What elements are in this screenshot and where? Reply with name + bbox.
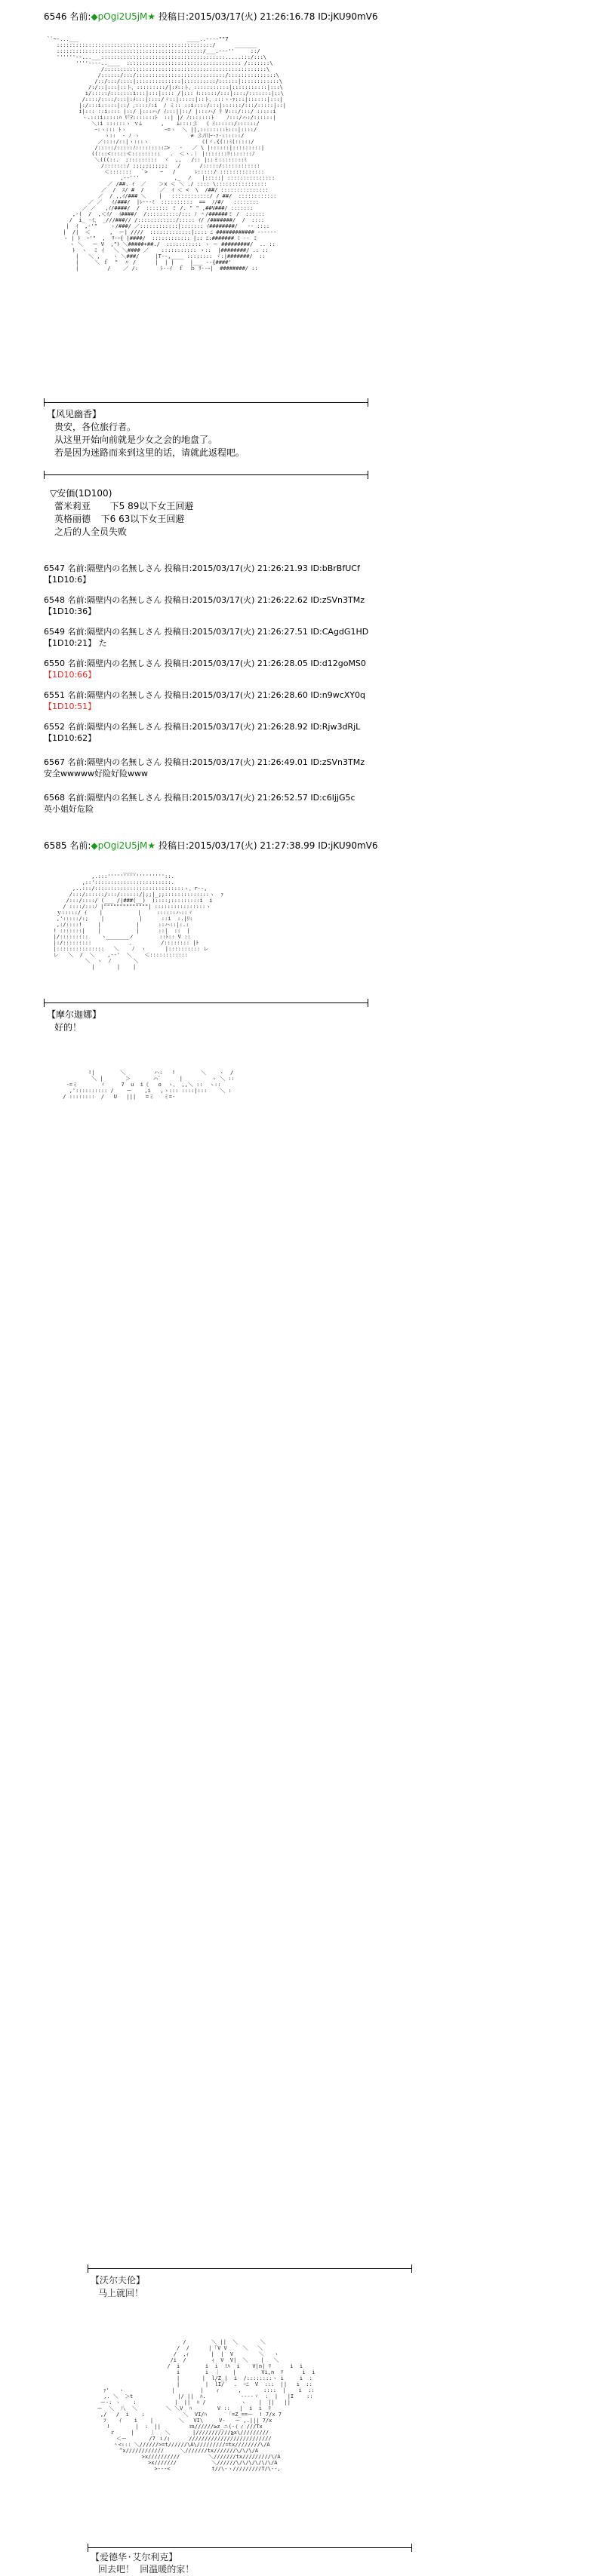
post-header-6551 (44, 689, 365, 701)
section-divider (44, 474, 368, 475)
dice-roll: 【1D10:62】 (44, 733, 97, 743)
section-divider (44, 1002, 368, 1003)
post-number: 6552 (44, 722, 65, 732)
dialogue-line: 好的！ (54, 1022, 82, 1033)
post-header-6585 (44, 840, 378, 852)
post-date: 2015/03/17(火) 21:26:28.05 (192, 659, 308, 668)
name-label: 名前: (67, 793, 88, 803)
roll-name: 英格丽德 (54, 514, 91, 524)
dialogue-line: 马上就回！ (98, 2288, 144, 2298)
star-icon: ★ (147, 11, 156, 22)
roll-condition: 下6 63以下女王回避 (100, 514, 185, 524)
post-date: 2015/03/17(火) 21:27:38.99 (189, 840, 316, 851)
author-name: 隔壁内の名無しさん (87, 563, 162, 573)
comment: 英小姐好危险 (44, 804, 94, 814)
date-label: 投稿日: (159, 840, 189, 851)
dialogue-line: 回去吧！ 回温暖的家！ (98, 2564, 195, 2574)
post-id[interactable]: ID:n9wcXY0q (310, 690, 365, 700)
post-number: 6568 (44, 793, 65, 803)
date-label: 投稿日: (159, 11, 189, 22)
post-id[interactable]: ID:zSVn3TMz (310, 595, 365, 605)
post-date: 2015/03/17(火) 21:26:27.51 (192, 627, 308, 637)
post-header-6548 (44, 594, 365, 606)
author-name: 隔壁内の名無しさん (87, 659, 162, 668)
roll-name: 蕾米莉亚 (54, 501, 91, 511)
section-divider (88, 2268, 412, 2269)
ascii-art-yuuka: ``~-...___ ____..----""7 :::::::::::::::::::::::::::::::::::::::::::::::::/ _______ ::::::::::::::::::::::::::::::::::::::::::::::/___.---'' ::/ ''''''--...___:::::::::::::::::::::::::::::::::::::::.....:::/:::\ ''''----..____ :::::::::::::::::::::::::::::::::::: /:::::::\ /:::::::::::::::::::::::::::::::::::::::::::::::::::\ /::::::/:::/::::::::::::::::::::::::::::/:::::::::::::::\ /::/:::/::::|::::::::::::::|::::::::::/::::::|::::::::::::\ /:/::|:::|::ト、:::::::::/|:ﾒ::ト、:::::::::::|:::::::::::|:::\ i/:::::/:::::::i:::|:::|:::: /|::: ⅰ::::::/:::|::::/:::::::|::\ /::::/::::/:::|:ﾒ:::|::::/ヾ::|:::::|::ト、:::ゝ-ｧ:::|::::::|:::| |:/:::i:::::|::/ ｡::::ﾉ:i ﾉ ミ:: ::i::::/:::|::::::/:::/:::::|::| i|::: ::i:::: |::/ |:::ハ/ ｲ:::||::/ |:::ハ/ ﾘ V:::/:::/ :::::i ヽ.:::i:::::ﾊ ﾘ｢ｦ:::::::ﾄ ::| |/ ﾉ:::::::ﾄ ﾉ:::/ハ:/::::::| ＼:i ::::::ゝ ｖﾑ , ﾑ::::彡 《 ｲ::::::/::::::/ ｰ:ヽ::: ﾄヽ ｰ=ゝ ＼ ||,::::::::ﾄ:::|::::/ ゝ:: ‐ ﾉ ヽ ≠ 彡ﾉ川ｰ-ｧ-::::::/ ／::::/::|ヽ:::ゝ 《(ヾ.{(::ﾐ(:::::/ /:::::/:::::ﾉ:::::::::ﾆ> ‐ ／ \ |::::::|:::::::::| ((:::<:::::≪::::::::: . ＜ヽ.｜ |:::::::ﾘ:::::::ﾉ ＼(((::. ;::::::::: ヾ ,, /:: |::ミ::::::::ﾐ /:::::::/ ;;;;;;;;;;; / /:::::/:::::::::::: ＜::::::: `> ｰ / ﾚ:::::/ :::::::::::::: ,--''' ,_ ノ |:::::| ::::::::::::::: ／ /##. ｲ ／ ＞x ＜ ＼ ./ :::: \:::::::::::::::: ／ / ｽ/ # / ／ ｲ ＜ < \ /##/ ::::::::::::::: ／ / ,,ｲ/### ＼ | ::::::::::::/ / ##/ :::::::::::: ／ ／ ｲ/###/ |ﾚ---ﾐ :::::::::: == ﾉ/#/ :::::::: ／ ／ ,ｲ/####/ / ::::::: ミ /. " " ,##V###/ ::::::: ,-( / ,＜ｲ/ ｲ####/ /::::::::::/::: ﾉ ＾/######ミ / :::::: / i_ -ｲ、 _///###// /::::::::::::/::::: ｲ/ /#######/ / :::: | ｲ ,-'" ヽ/###/ ／::::::::::::|::::::: ｲ########/ -- :::: | /| ＜ , ー| //// :::::::::::::|:::: ﾆ ############ ------ ヽ | ﾄ ｰ'" , ﾘ-ｰ{ |####/ :::::::::::: |:: ﾆ:####### ﾐ -- ミ ヽ ＼ ー V ,"ﾄ ＼#####+##./ ::::::::::: ヽ ＝ #########/ .. :: ﾄ ヽ ミ ｲ ＼ ＼#### ／ ::::::::::: ゝ:: |########/ .: :: | ＼ , ヽ ＼###/ |T--,____ :::::::: ヾ:|#######/ :: | ＼ ｆ " 〃 / | | | |___ --{####' | / ／ /: ﾄ--ｲ ｆ ｂ ﾘ--ｰ| ########/ :: (47, 36, 286, 272)
post-date: 2015/03/17(火) 21:26:52.57 (192, 793, 308, 803)
author-name: 隔壁内の名無しさん (87, 627, 162, 637)
name-label: 名前: (67, 563, 88, 573)
dice-roll: 【1D10:36】 (44, 606, 97, 616)
author-name: 隔壁内の名無しさん (87, 690, 162, 700)
post-number: 6551 (44, 690, 65, 700)
dice-roll-highlight: 【1D10:66】 (44, 670, 97, 680)
divider-tick (44, 471, 45, 479)
post-id[interactable]: ID:jKU90mV6 (318, 840, 378, 851)
ascii-art-wolfram: !| ＼ ハ: ! ＼ ヽ / ＼ | ＞ ハ゛ | ヽ ＼ :: -=ミ ヾ 7 u i《 o ヽ、 ,,＼ :: ヽ:: ,':::::::::: / ー ,i ,ゝ::: ::::|::: ＼ : / :::::::: / U ||| =ミ ミ=- 【沃尔夫伦】 马上就回！ / ＼ || ＼ ＼ / / | ｢V V ＼ ＼ / ,ｨ | | V ＼ ヽ /i / ｨ V V| ＼ | ＼ / i i i !ﾊ i V|n| ﾘ i i i i ｜ | Vi,n ﾘ i i | | l/Z_| i /::::::::ヽ i i : | | lI/ . ｰﾆ V ::: || i :: ｧ' ヽ | | ｨ , :::: | i :: ,. ＼ ＞t |/ || ﾊ. ----ヾ : | |I :: ー-: ヽ : | || ﾊ / ヽ | || || ー ＼ 八 ＼ ＼ ＼V ﾊ V :: | i i ﾘ ,/ / i : ＼ VI/ﾊ ｢=Z_==ー ! 7/x 7 ﾌ ｲ i | ＼ VI\ V- ー ,.||| 7/x ! | : || ｍ//////≥z_ニ(-ｲ ｨ ///Tx ｒ | ｜ ＼ |///////////≧x\///////// ＜ー /7 ｉ/ｨ ////////////////////////// ＾<::: ＼//////>=t//////\A\/////////=tx////////\/A ^x//////////// ＼///////tx///////\/\/\/A >x////////// ＼///////tx/////////\/A >x/////// ＼//////\/\/\/\/\/\/A >---< t//\-ヽ/////////T/\--, 【爱德华·艾尔利克】 回去吧！ 回温暖的家！ (44, 1064, 270, 1199)
name-label: 名前: (69, 840, 91, 851)
roll-row (54, 513, 184, 526)
dice-roll: 【1D10:21】 (44, 638, 97, 648)
divider-tick (411, 2264, 412, 2273)
dice-roll-line (44, 637, 107, 649)
post-number: 6547 (44, 563, 65, 573)
author-name: 隔壁内の名無しさん (87, 595, 162, 605)
dialogue-line: 贵安，各位旅行者。 (54, 422, 137, 432)
comment: 安全wwwww好险好险www (44, 769, 148, 778)
roll-footer: 之后的人全员失败 (54, 527, 128, 537)
post-id[interactable]: ID:Rjw3dRjL (310, 722, 361, 732)
roll-row (54, 500, 193, 513)
date-label: 投稿日: (164, 595, 192, 605)
section-divider (88, 2547, 412, 2548)
post-number: 6550 (44, 659, 65, 668)
ascii-art-isolde: / ＼ || ＼ ＼ / / | ｢V V ＼ ＼ / ,ｨ | | V ＼ ヽ /i / ｨ V V| ＼ | ＼ / i i i !ﾊ i V|n| ﾘ i i i i ｜ | Vi,n ﾘ i i | | l/Z_| i /::::::::ヽ i i : | | lI/ . ｰﾆ V ::: || i :: ｧ' ヽ | | ｨ , :::: | i :: ,. ＼ ＞t |/ || ﾊ. ----ヾ : | |I :: ー-: ヽ : | || ﾊ / ヽ | || || ー ＼ 八 ＼ ＼ ＼V ﾊ V :: | i i ﾘ ,/ / i : ＼ VI/ﾊ ｢=Z_==ー ! 7/x 7 ﾌ ｲ i | ＼ VI\ V- ー ,.||| 7/x ! | : || ｍ//////≥z_ニ(-ｲ ｨ ///Tx ｒ | ｜ ＼ |///////////≧x\///////// ＜ー /7 ｉ/ｨ ////////////////////////// ＾<::: ＼//////>=t//////\A\/////////=tx////////\/A ^x//////////// ＼///////tx///////\/\/\/A >x////////// ＼///////tx/////////\/A >x/////// ＼//////\/\/\/\/\/\/A >---< t//\-ヽ/////////T/\--, (97, 2339, 316, 2472)
name-label: 名前: (67, 690, 88, 700)
post-date: 2015/03/17(火) 21:26:16.78 (189, 11, 316, 22)
post-date: 2015/03/17(火) 21:26:49.01 (192, 757, 308, 767)
roll-title: ▽安価(1D100) (50, 488, 112, 499)
post-date: 2015/03/17(火) 21:26:28.92 (192, 722, 308, 732)
post-header-6568 (44, 792, 356, 803)
post-id[interactable]: ID:bBrBfUCf (310, 563, 360, 573)
date-label: 投稿日: (164, 563, 192, 573)
divider-tick (44, 999, 45, 1007)
date-label: 投稿日: (164, 659, 192, 668)
star-icon: ★ (147, 840, 156, 851)
roll-condition: 下5 89以下女王回避 (109, 501, 194, 511)
author-name[interactable]: ◆pOgi2U5jM (91, 840, 148, 851)
post-number: 6549 (44, 627, 65, 637)
post-number: 6548 (44, 595, 65, 605)
name-label: 名前: (67, 627, 88, 637)
author-name: 隔壁内の名無しさん (87, 793, 162, 803)
section-divider (44, 402, 368, 403)
post-id[interactable]: ID:c6ljjG5c (310, 793, 356, 803)
name-label: 名前: (67, 659, 88, 668)
date-label: 投稿日: (164, 793, 192, 803)
name-label: 名前: (67, 722, 88, 732)
divider-tick (411, 2544, 412, 2552)
name-label: 名前: (69, 11, 91, 22)
divider-tick (44, 398, 45, 407)
author-name: 隔壁内の名無しさん (87, 722, 162, 732)
dialogue-line: 从这里开始向前就是少女之会的地盘了。 (54, 434, 218, 445)
comment: た (98, 638, 107, 648)
speaker-label: 【摩尔迦娜】 (47, 1009, 102, 1020)
post-number: 6585 (44, 840, 67, 851)
post-header-6547 (44, 563, 360, 574)
date-label: 投稿日: (164, 627, 192, 637)
post-id[interactable]: ID:d12goMS0 (310, 659, 366, 668)
post-number: 6567 (44, 757, 65, 767)
ascii-art-morgiana: ____ ,.:::''''''''''''''''''::. ,::'::::::::::::::::::::::::. ,..:::/::::::::::::::::::::::::::::ヽ、r--, /:::/::::::/:::/::::::/|;;|_;;::::::::::::::ヽ ｧ /:::/::::/ (___ /|###(__) )::::;:::::::::i i / ::::/:::ﾉ |""""""""""""""| ::::::::::::::::ヽ ｙ:::::/ ｲ | | ::::::ハ::ヾ ,':::::/:; | | ::i :.|ﾘ: ,:/::::! | | ::ハ::|:.: ! :::::::| | | ::| :: | |/::::::::: ヽ_______ノ ::ﾄ:: V :: |:/::::::::: ､ /:::::::: |ﾄ |::::::::::::::: ＼ ﾉ ヽ |:::::::::: レ レ ＼ / ＼ ,--' ＼ ＜:::::::::::: ＼ ヽ ﾉ ＼ | | | (53, 867, 224, 970)
post-header-6549 (44, 626, 368, 637)
author-name[interactable]: ◆pOgi2U5jM (91, 11, 148, 22)
post-date: 2015/03/17(火) 21:26:21.93 (192, 563, 308, 573)
post-id[interactable]: ID:CAgdG1HD (310, 627, 369, 637)
speaker-label: 【风见幽香】 (47, 409, 102, 419)
dice-roll-highlight: 【1D10:51】 (44, 702, 97, 711)
date-label: 投稿日: (164, 722, 192, 732)
post-date: 2015/03/17(火) 21:26:22.62 (192, 595, 308, 605)
post-header-6567 (44, 757, 365, 768)
post-number: 6546 (44, 11, 67, 22)
post-id[interactable]: ID:zSVn3TMz (310, 757, 365, 767)
dice-roll: 【1D10:6】 (44, 575, 91, 585)
speaker-label: 【爱德华·艾尔利克】 (91, 2552, 178, 2562)
post-header-6546 (44, 11, 378, 23)
name-label: 名前: (67, 757, 88, 767)
date-label: 投稿日: (164, 690, 192, 700)
dialogue-line: 若是因为迷路而来到这里的话，请就此返程吧。 (54, 447, 245, 458)
post-date: 2015/03/17(火) 21:26:28.60 (192, 690, 308, 700)
post-id[interactable]: ID:jKU90mV6 (318, 11, 378, 22)
date-label: 投稿日: (164, 757, 192, 767)
name-label: 名前: (67, 595, 88, 605)
author-name: 隔壁内の名無しさん (87, 757, 162, 767)
speaker-label: 【沃尔夫伦】 (91, 2275, 146, 2286)
post-header-6552 (44, 721, 360, 732)
post-header-6550 (44, 658, 366, 669)
